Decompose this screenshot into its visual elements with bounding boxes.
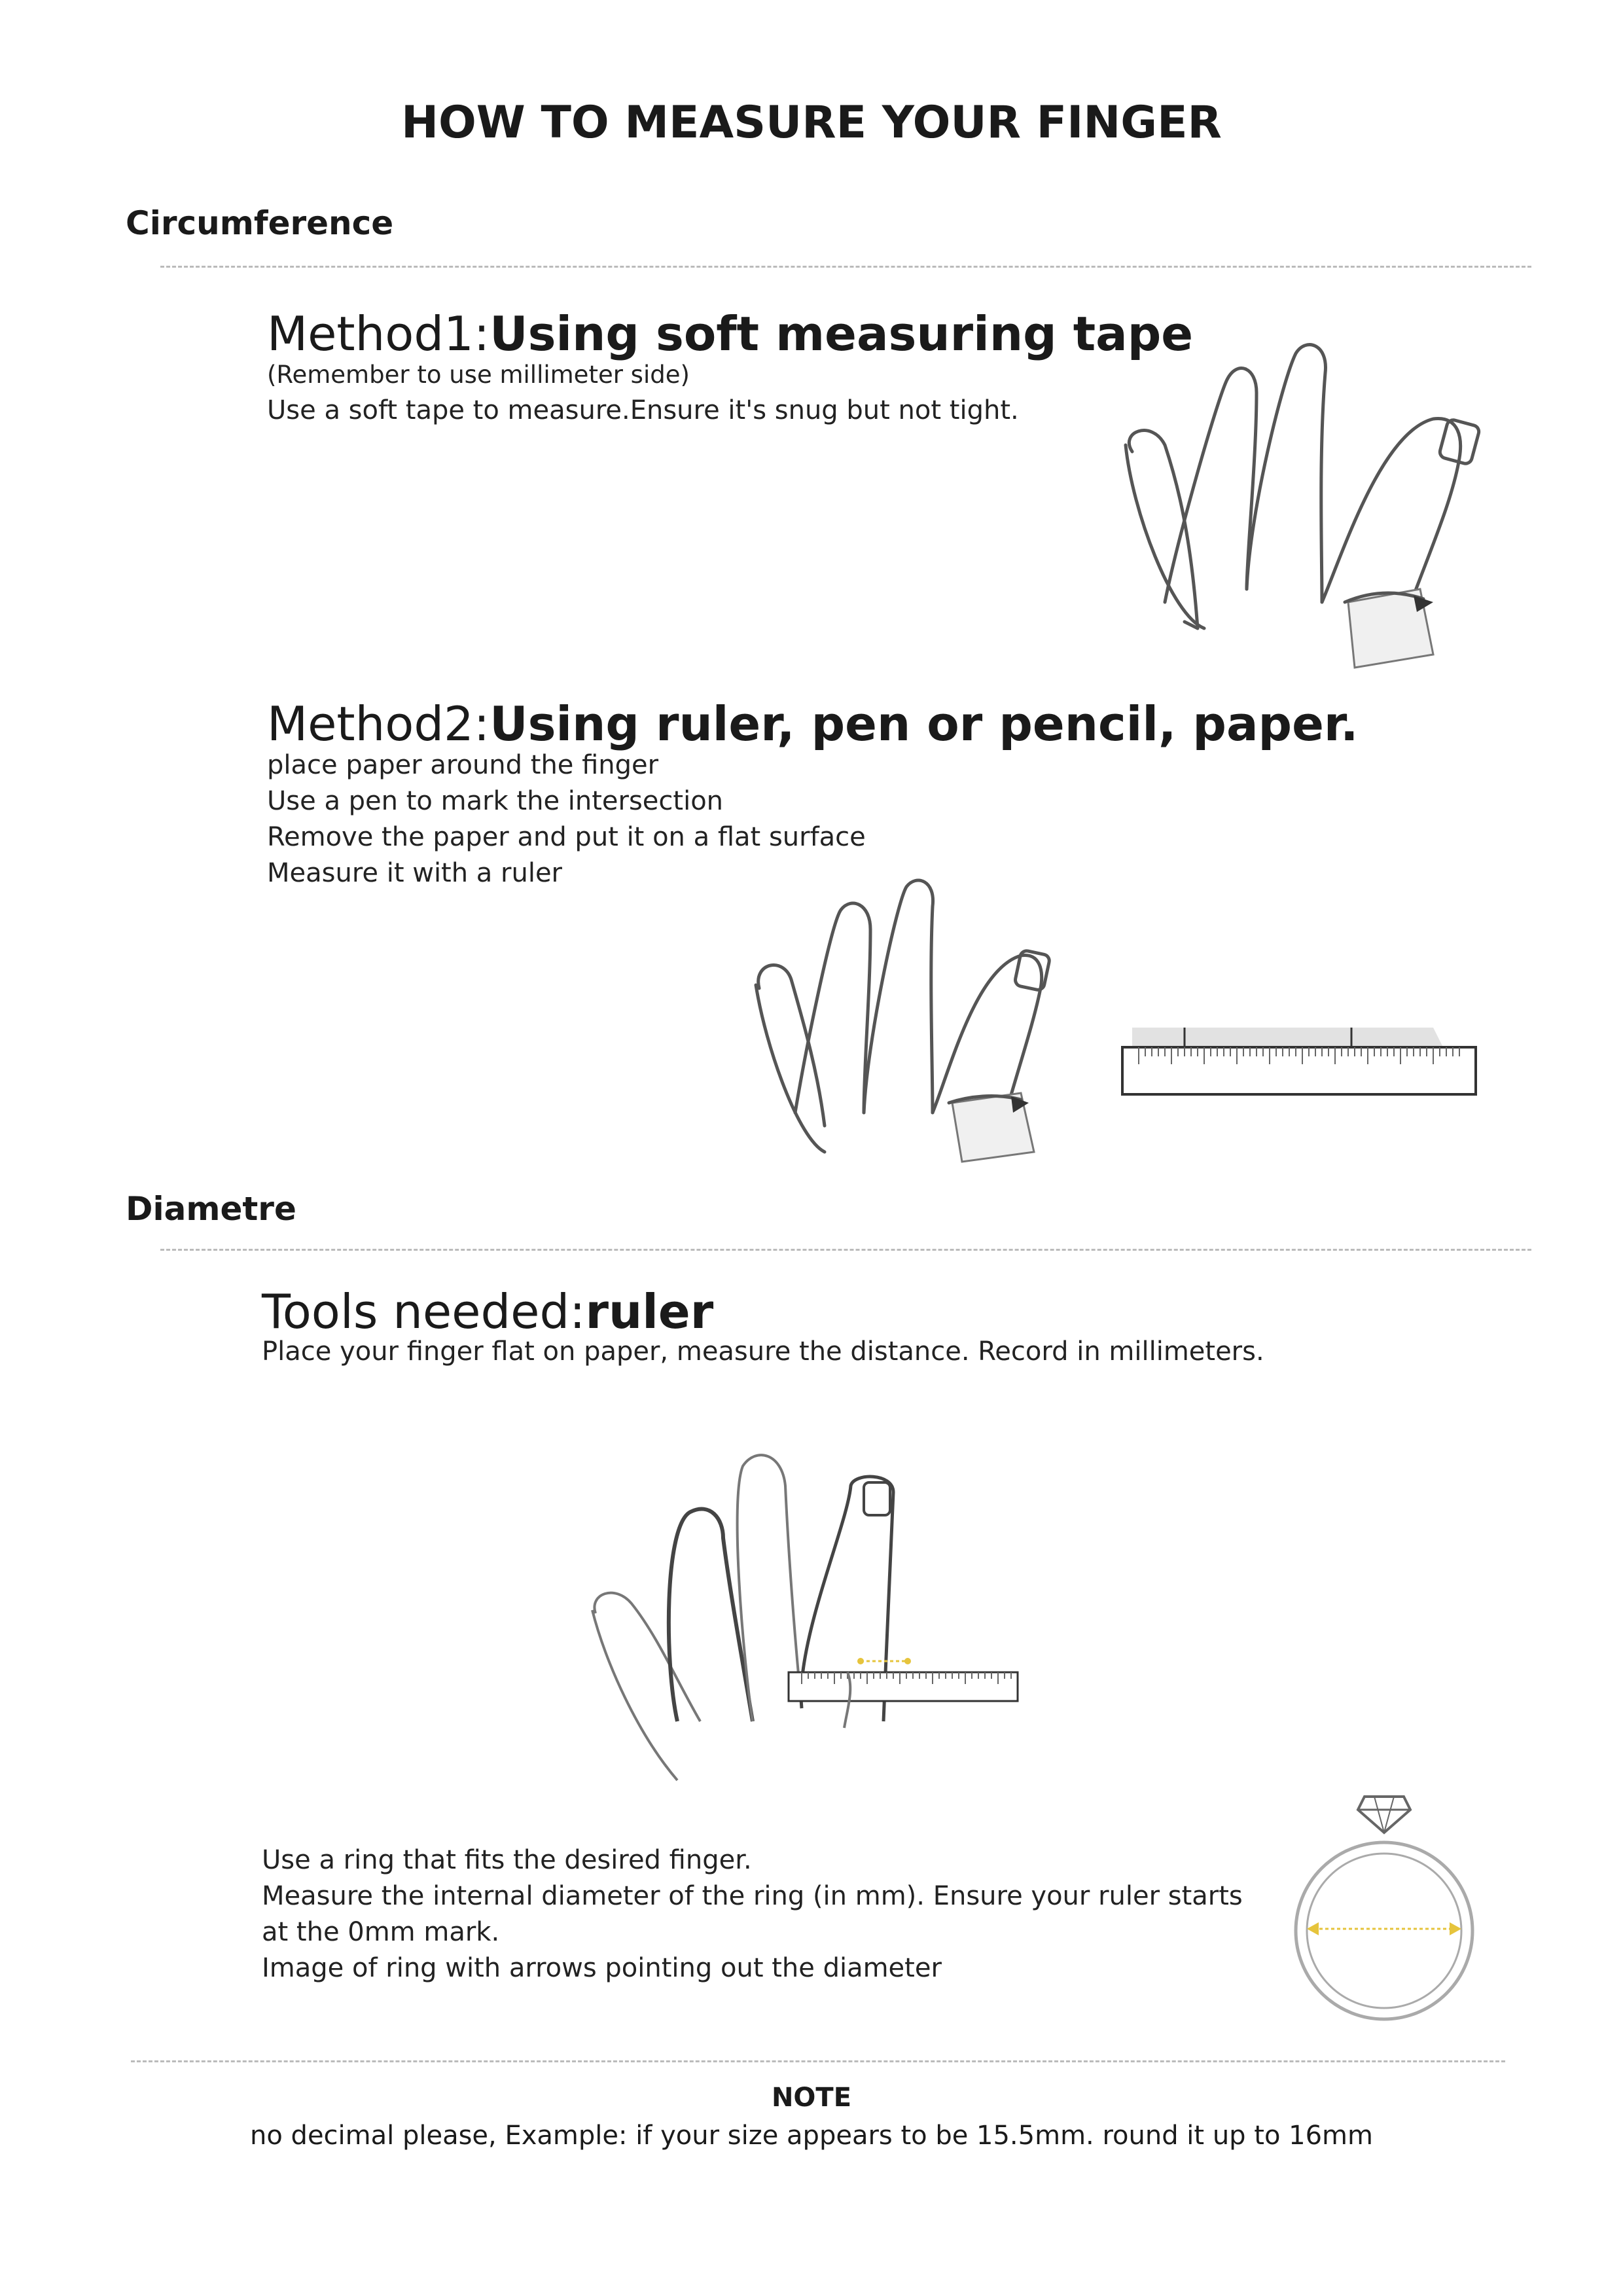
paper-strip — [1132, 1028, 1443, 1047]
tools-heading — [262, 1284, 713, 1339]
note-text: no decimal please, Example: if your size appears to be 15.5mm. round it up to 16mm — [250, 2121, 1373, 2151]
page-title: HOW TO MEASURE YOUR FINGER — [401, 97, 1222, 149]
section-divider — [160, 266, 1531, 268]
ruler-with-paper-illustration — [1113, 1021, 1479, 1106]
section-heading-diametre: Diametre — [126, 1190, 296, 1228]
method2-bold: Using ruler, pen or pencil, paper. — [490, 696, 1359, 751]
method2-step-4: Measure it with a ruler — [267, 858, 562, 888]
method2-step-1: place paper around the finger — [267, 750, 659, 780]
method1-heading — [267, 306, 1193, 361]
method2-heading — [267, 696, 1359, 751]
method1-instruction: Use a soft tape to measure.Ensure it's snug but not tight. — [267, 395, 1019, 425]
method1-bold: Using soft measuring tape — [490, 306, 1194, 361]
arrow-left-icon — [1307, 1922, 1319, 1935]
method2-step-3: Remove the paper and put it on a flat surface — [267, 822, 866, 852]
tools-bold: ruler — [585, 1284, 714, 1339]
ring-step-2: Measure the internal diameter of the ring (in mm). Ensure your ruler starts — [262, 1881, 1243, 1911]
section-divider — [160, 1249, 1531, 1251]
hand-with-tape-illustration — [1106, 340, 1472, 694]
fingernail — [864, 1482, 890, 1515]
method2-prefix: Method2: — [267, 696, 490, 751]
hand-on-ruler-illustration — [586, 1446, 1031, 1787]
arrow-right-icon — [1450, 1922, 1461, 1935]
method1-note: (Remember to use millimeter side) — [267, 361, 690, 389]
tools-instruction: Place your finger flat on paper, measure the distance. Record in millimeters. — [262, 1336, 1264, 1367]
hand-outline — [1129, 431, 1198, 628]
hand-with-paper-illustration — [746, 877, 1060, 1165]
ring-step-3: at the 0mm mark. — [262, 1917, 500, 1947]
ring-diameter-illustration — [1279, 1784, 1489, 2026]
method2-step-2: Use a pen to mark the intersection — [267, 786, 724, 816]
ring-step-4: Image of ring with arrows pointing out the diameter — [262, 1953, 942, 1983]
ring-step-1: Use a ring that fits the desired finger. — [262, 1845, 752, 1875]
ruler — [1122, 1047, 1476, 1094]
tools-prefix: Tools needed: — [262, 1284, 586, 1339]
note-divider — [131, 2060, 1505, 2062]
ruler — [789, 1672, 1018, 1701]
note-title: NOTE — [771, 2083, 852, 2113]
section-heading-circumference: Circumference — [126, 204, 394, 242]
ring-inner — [1307, 1854, 1461, 2008]
diamond-icon — [1358, 1797, 1410, 1833]
ring-outer — [1296, 1842, 1472, 2019]
method1-prefix: Method1: — [267, 306, 490, 361]
